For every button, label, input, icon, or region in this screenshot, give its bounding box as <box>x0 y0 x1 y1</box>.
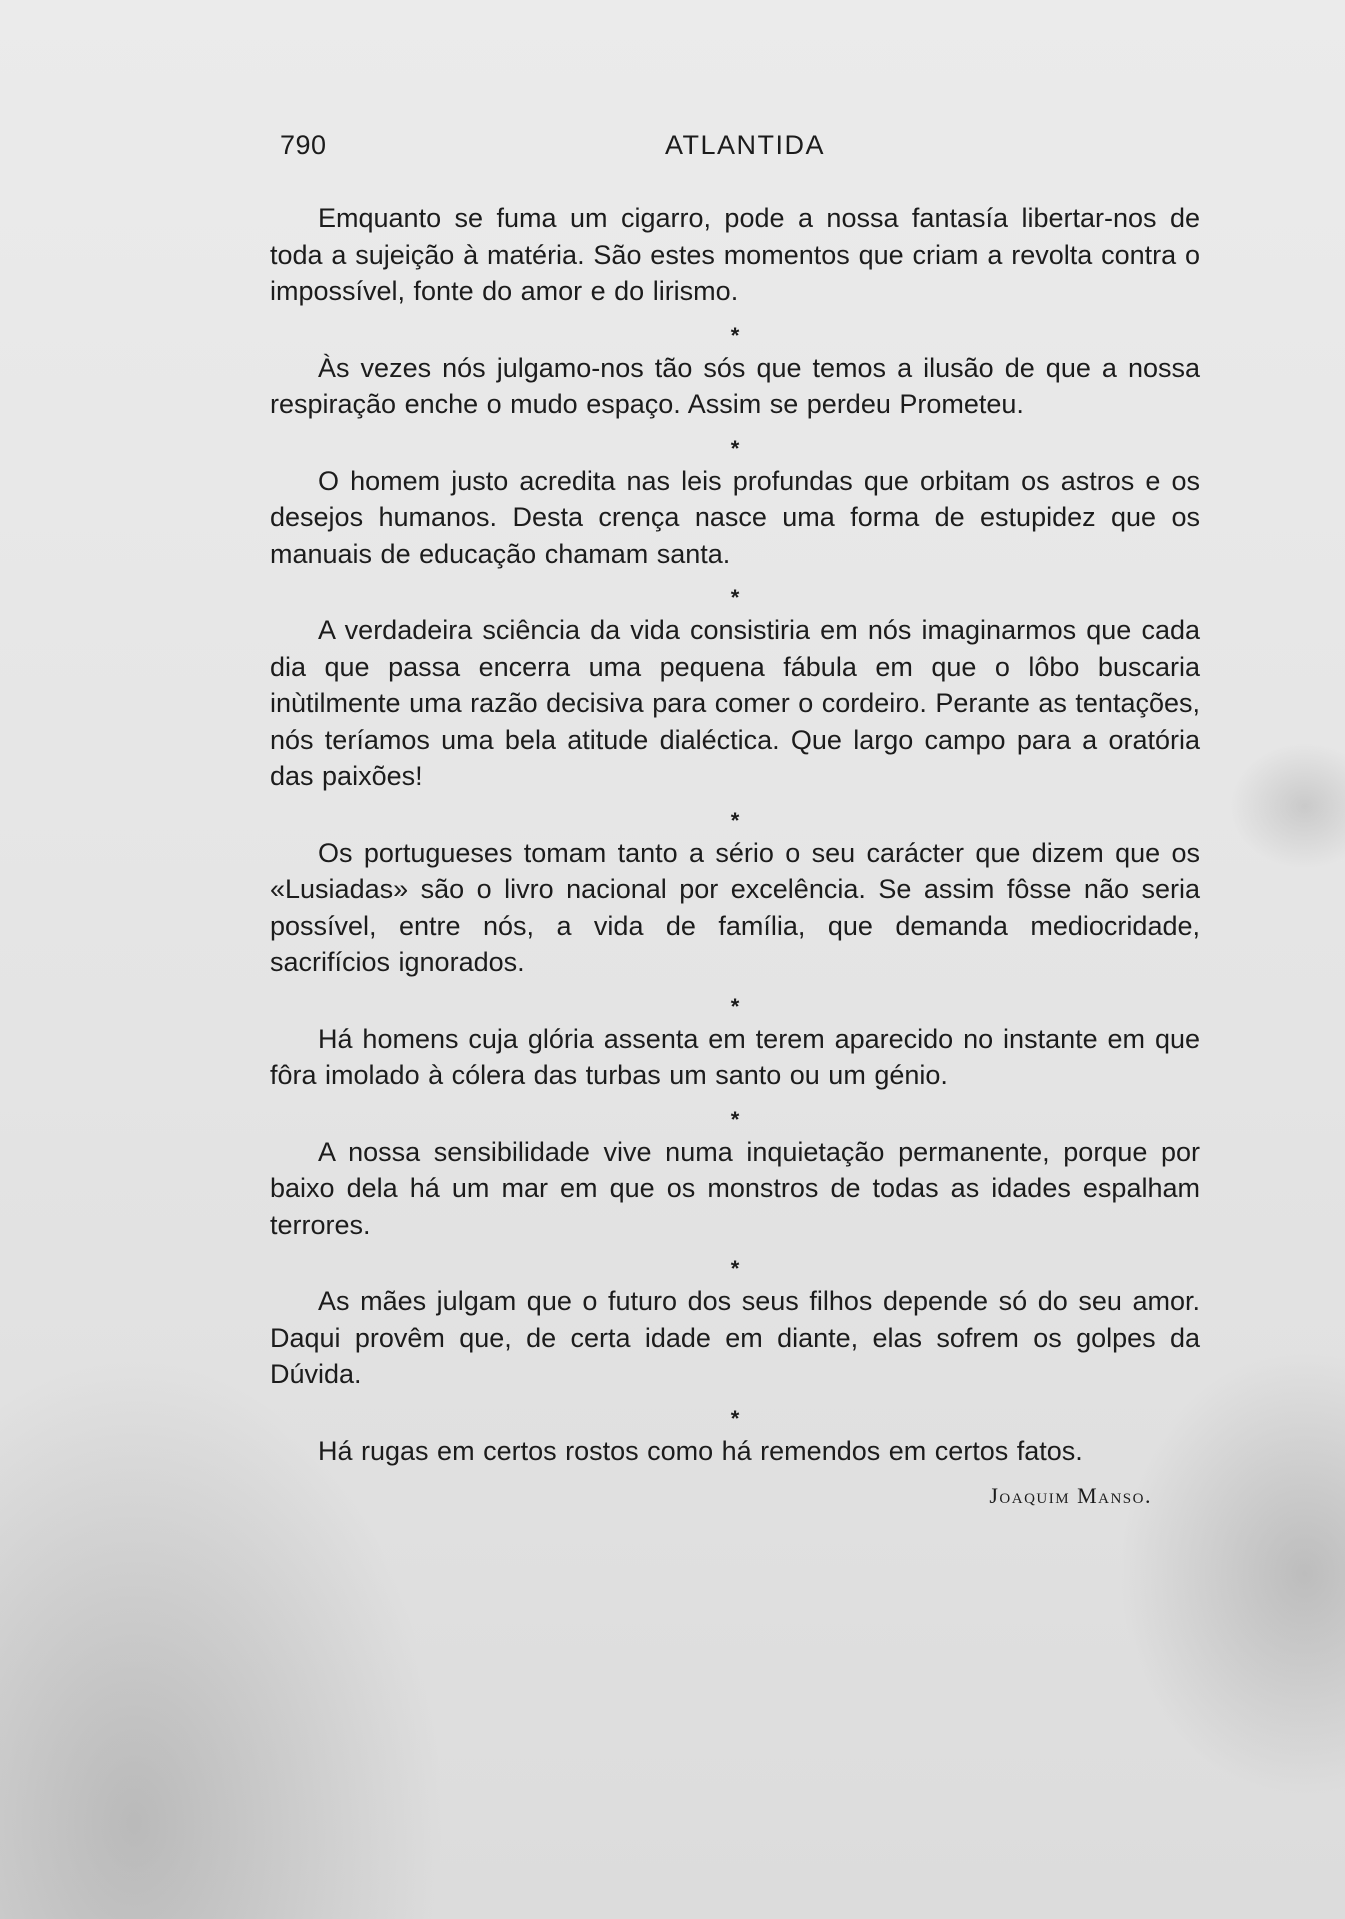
paragraph-6: Há homens cuja glória assenta em terem aparecido no instante em que fôra imolado à cólera das turbas um santo ou um génio. <box>270 1023 1200 1090</box>
paragraph-5: Os portugueses tomam tanto a sério o seu carácter que dizem que os «Lusiadas» são o livro nacional por excelência. Se assim fôsse não seria possível, entre nós, a vida de família, que demanda mediocridade, sacrifícios ignorados. <box>270 837 1200 977</box>
separator-asterisk-3: * <box>730 585 740 610</box>
paragraph-9: Há rugas em certos rostos como há remendos em certos fatos. <box>318 1435 1083 1466</box>
page-body <box>270 200 1200 1509</box>
paragraph-7: A nossa sensibilidade vive numa inquietação permanente, porque por baixo dela há um mar em que os monstros de todas as idades espalham terrores. <box>270 1136 1200 1240</box>
separator-asterisk-7: * <box>730 1256 740 1281</box>
paragraph-2: Às vezes nós julgamo-nos tão sós que temos a ilusão de que a nossa respiração enche o mudo espaço. Assim se perdeu Prometeu. <box>270 352 1200 419</box>
running-title: ATLANTIDA <box>665 130 826 160</box>
author-signature: Joaquim Manso. <box>989 1483 1152 1508</box>
page-number: 790 <box>280 130 327 160</box>
paragraph-8: As mães julgam que o futuro dos seus filhos depende só do seu amor. Daqui provêm que, de certa idade em diante, elas sofrem os golpes da Dúvida. <box>270 1286 1200 1389</box>
separator-asterisk-8: * <box>730 1405 740 1431</box>
separator-asterisk-1: * <box>730 322 740 348</box>
separator-asterisk-2: * <box>730 435 740 461</box>
separator-asterisk-4: * <box>730 807 740 833</box>
paragraph-4: A verdadeira sciência da vida consistiria em nós imaginarmos que cada dia que passa encerra uma pequena fábula em que o lôbo buscaria inùtilmente uma razão decisiva para comer o cordeiro. Perante as tentações, nós teríamos uma bela atitude dialéctica. Que largo campo para a oratória das paixões! <box>270 615 1200 791</box>
separator-asterisk-5: * <box>730 993 740 1019</box>
paragraph-1: Emquanto se fuma um cigarro, pode a nossa fantasía libertar-nos de toda a sujeição à matéria. São estes momentos que criam a revolta contra o impossível, fonte do amor e do lirismo. <box>270 203 1200 306</box>
paragraph-3: O homem justo acredita nas leis profundas que orbitam os astros e os desejos humanos. Desta crença nasce uma forma de estupidez que os manuais de educação chamam santa. <box>270 465 1200 569</box>
page-header <box>280 130 1190 170</box>
separator-asterisk-6: * <box>730 1106 740 1132</box>
